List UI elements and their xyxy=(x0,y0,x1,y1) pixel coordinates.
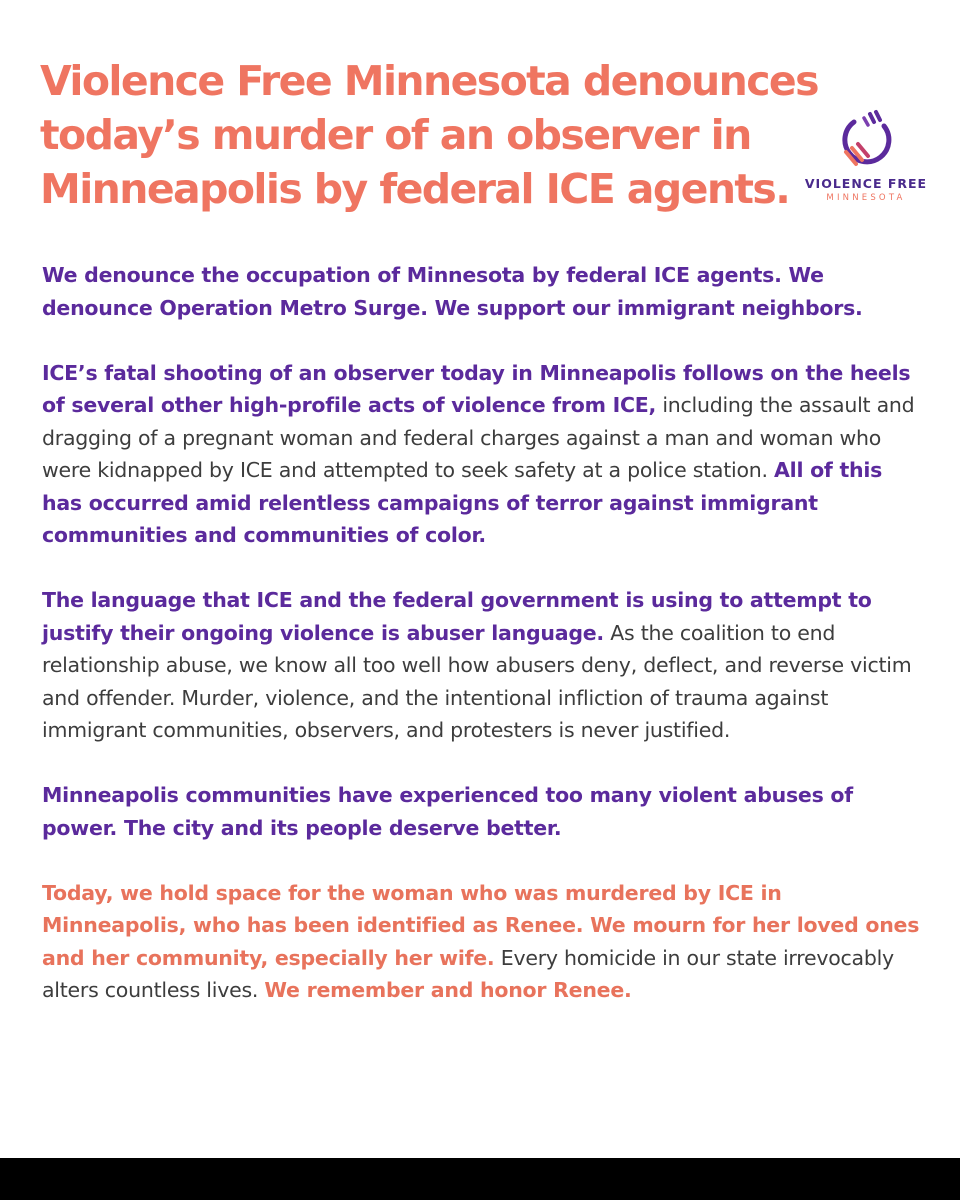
paragraph-4-emphasis: Minneapolis communities have experienced too many violent abuses of power. The city and its people deserve better. xyxy=(42,783,853,840)
logo-wordmark-line2: MINNESOTA xyxy=(826,193,906,203)
paragraph-2-emphasis: ICE’s fatal shooting of an observer today in Minneapolis follows on the heels of several other high-profile acts of violence from ICE, xyxy=(42,360,911,417)
paragraph-2-text: including the assault and dragging of a pregnant woman and federal charges against a man and woman who were kidnapped by ICE and attempted to seek safety at a police station. xyxy=(42,393,915,482)
paragraph-3-text: As the coalition to end relationship abuse, we know all too well how abusers deny, deflect, and reverse victim and offender. Murder, violence, and the intentional infliction of trauma against immigrant communities, observers, and protesters is never justified. xyxy=(42,620,912,742)
paragraph-2-emphasis-2: All of this has occurred amid relentless campaigns of terror against immigrant communities and communities of color. xyxy=(42,458,883,547)
paragraph-1 xyxy=(42,259,922,324)
violence-free-minnesota-logo xyxy=(796,108,936,208)
bottom-bar xyxy=(0,1158,960,1200)
logo-wordmark-line1: VIOLENCE FREE xyxy=(804,176,928,191)
paragraph-5 xyxy=(42,877,922,1007)
paragraph-5-text: Every homicide in our state irrevocably alters countless lives. xyxy=(42,945,894,1002)
paragraph-2 xyxy=(42,357,922,552)
statement-body xyxy=(42,259,922,1039)
headline: Violence Free Minnesota denounces today’s murder of an observer in Minneapolis by federal ICE agents. xyxy=(40,57,818,213)
paragraph-3 xyxy=(42,584,922,747)
paragraph-3-emphasis: The language that ICE and the federal government is using to attempt to justify their ongoing violence is abuser language. xyxy=(42,588,872,645)
logo-mark-icon xyxy=(834,108,898,172)
paragraph-4 xyxy=(42,779,922,844)
paragraph-5-emphasis: Today, we hold space for the woman who was murdered by ICE in Minneapolis, who has been identified as Renee. We mourn for her loved ones and her community, especially her wife. xyxy=(42,880,920,970)
paragraph-5-closing: We remember and honor Renee. xyxy=(264,978,632,1002)
paragraph-1-emphasis: We denounce the occupation of Minnesota by federal ICE agents. We denounce Operation Metro Surge. We support our immigrant neighbors. xyxy=(42,263,863,320)
